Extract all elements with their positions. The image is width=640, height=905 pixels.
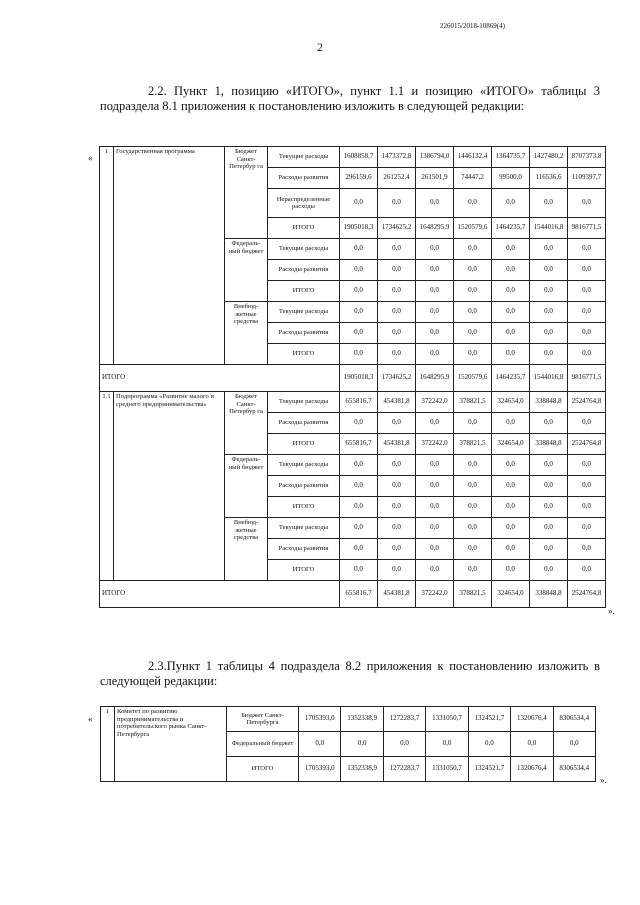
cell: 0,0 <box>378 189 416 218</box>
budget-source: ИТОГО <box>227 757 299 782</box>
expense-type: Текущие расходы <box>268 147 340 168</box>
expense-type: Расходы развития <box>268 260 340 281</box>
budget-source: Внебюд-жетные средства <box>225 518 268 581</box>
table-4 <box>100 706 596 782</box>
cell: 0,0 <box>492 539 530 560</box>
open-quote: « <box>88 153 93 163</box>
cell: 0,0 <box>454 239 492 260</box>
cell: 0,0 <box>568 323 606 344</box>
cell: 0,0 <box>416 518 454 539</box>
expense-type: ИТОГО <box>268 218 340 239</box>
budget-source: Федеральный бюджет <box>227 732 299 757</box>
budget-source: Бюджет Санкт-Петербурга <box>227 707 299 732</box>
budget-source: Бюджет Санкт-Петербур га <box>225 392 268 455</box>
cell: 0,0 <box>416 497 454 518</box>
cell: 372242,0 <box>416 434 454 455</box>
expense-type: Текущие расходы <box>268 392 340 413</box>
cell: 0,0 <box>568 455 606 476</box>
cell: 1648295,9 <box>416 365 454 392</box>
cell: 1520579,6 <box>454 365 492 392</box>
cell: 0,0 <box>530 189 568 218</box>
cell: 0,0 <box>492 260 530 281</box>
cell: 0,0 <box>492 476 530 497</box>
cell: 0,0 <box>378 497 416 518</box>
cell: 74447,2 <box>454 168 492 189</box>
cell: 0,0 <box>340 539 378 560</box>
cell: 0,0 <box>340 323 378 344</box>
expense-type: Расходы развития <box>268 413 340 434</box>
cell: 1734625,2 <box>378 218 416 239</box>
expense-type: ИТОГО <box>268 497 340 518</box>
cell: 0,0 <box>340 518 378 539</box>
cell: 0,0 <box>340 302 378 323</box>
cell: 0,0 <box>530 260 568 281</box>
cell: 0,0 <box>340 189 378 218</box>
cell: 1520579,6 <box>454 218 492 239</box>
cell: 0,0 <box>454 302 492 323</box>
cell: 1364735,7 <box>492 147 530 168</box>
cell: 0,0 <box>530 560 568 581</box>
cell: 454381,8 <box>378 581 416 608</box>
cell: 0,0 <box>340 476 378 497</box>
cell: 1352338,9 <box>341 757 383 782</box>
cell: 0,0 <box>530 281 568 302</box>
cell: 0,0 <box>492 344 530 365</box>
cell: 1705393,0 <box>299 757 341 782</box>
cell: 261252,4 <box>378 168 416 189</box>
cell: 0,0 <box>378 476 416 497</box>
cell: 0,0 <box>341 732 383 757</box>
expense-type: Расходы развития <box>268 168 340 189</box>
cell: 454381,8 <box>378 392 416 413</box>
cell: 0,0 <box>454 260 492 281</box>
cell: 655816,7 <box>340 434 378 455</box>
cell: 0,0 <box>454 560 492 581</box>
cell: 0,0 <box>378 281 416 302</box>
cell: 1464235,7 <box>492 365 530 392</box>
cell: 0,0 <box>492 239 530 260</box>
cell: 0,0 <box>416 239 454 260</box>
cell: 9816771,5 <box>568 218 606 239</box>
cell: 261501,9 <box>416 168 454 189</box>
cell: 0,0 <box>416 476 454 497</box>
expense-type: ИТОГО <box>268 434 340 455</box>
expense-type: Расходы развития <box>268 539 340 560</box>
cell: 454381,8 <box>378 434 416 455</box>
itogo-label: ИТОГО <box>100 581 340 608</box>
cell: 0,0 <box>426 732 468 757</box>
cell: 0,0 <box>568 302 606 323</box>
budget-source: Бюджет Санкт-Петербур га <box>225 147 268 239</box>
cell: 2524764,8 <box>568 434 606 455</box>
cell: 0,0 <box>416 539 454 560</box>
expense-type: Текущие расходы <box>268 302 340 323</box>
cell: 1427480,2 <box>530 147 568 168</box>
cell: 0,0 <box>568 497 606 518</box>
cell: 1705393,0 <box>299 707 341 732</box>
row-number: 1 <box>100 147 114 365</box>
cell: 0,0 <box>340 260 378 281</box>
cell: 1320676,4 <box>511 757 553 782</box>
cell: 1272283,7 <box>383 757 425 782</box>
cell: 0,0 <box>492 518 530 539</box>
close-quote: ». <box>608 606 615 616</box>
cell: 0,0 <box>492 302 530 323</box>
table-row <box>100 392 606 413</box>
expense-type: ИТОГО <box>268 281 340 302</box>
cell: 0,0 <box>568 189 606 218</box>
cell: 1331050,7 <box>426 707 468 732</box>
cell: 0,0 <box>568 239 606 260</box>
open-quote-2: « <box>88 714 93 724</box>
expense-type: Текущие расходы <box>268 239 340 260</box>
cell: 0,0 <box>383 732 425 757</box>
cell: 1109397,7 <box>568 168 606 189</box>
cell: 0,0 <box>340 560 378 581</box>
cell: 1473372,8 <box>378 147 416 168</box>
cell: 0,0 <box>378 344 416 365</box>
cell: 8306534,4 <box>553 757 595 782</box>
cell: 338848,8 <box>530 434 568 455</box>
cell: 0,0 <box>378 413 416 434</box>
cell: 378821,5 <box>454 392 492 413</box>
cell: 1608858,7 <box>340 147 378 168</box>
cell: 1272283,7 <box>383 707 425 732</box>
cell: 1544016,8 <box>530 218 568 239</box>
cell: 2524764,8 <box>568 392 606 413</box>
cell: 0,0 <box>568 281 606 302</box>
cell: 0,0 <box>492 189 530 218</box>
cell: 0,0 <box>468 732 510 757</box>
cell: 0,0 <box>416 302 454 323</box>
expense-type: ИТОГО <box>268 560 340 581</box>
cell: 0,0 <box>340 497 378 518</box>
cell: 0,0 <box>568 344 606 365</box>
cell: 0,0 <box>454 344 492 365</box>
cell: 378821,5 <box>454 434 492 455</box>
cell: 0,0 <box>378 239 416 260</box>
cell: 296159,6 <box>340 168 378 189</box>
table-row <box>101 707 596 732</box>
cell: 0,0 <box>416 281 454 302</box>
cell: 324654,0 <box>492 434 530 455</box>
cell: 0,0 <box>378 539 416 560</box>
cell: 8306534,4 <box>553 707 595 732</box>
cell: 0,0 <box>568 413 606 434</box>
cell: 0,0 <box>454 539 492 560</box>
cell: 0,0 <box>568 560 606 581</box>
cell: 1324521,7 <box>468 757 510 782</box>
expense-type: Нераспределенные расходы <box>268 189 340 218</box>
cell: 0,0 <box>530 239 568 260</box>
cell: 1331050,7 <box>426 757 468 782</box>
cell: 0,0 <box>553 732 595 757</box>
expense-type: ИТОГО <box>268 344 340 365</box>
cell: 655816,7 <box>340 392 378 413</box>
cell: 0,0 <box>492 560 530 581</box>
cell: 0,0 <box>530 497 568 518</box>
cell: 0,0 <box>492 455 530 476</box>
cell: 0,0 <box>530 302 568 323</box>
doc-number: 226015/2018-10869(4) <box>440 22 505 30</box>
cell: 1905018,3 <box>340 365 378 392</box>
row-number: 1 <box>101 707 115 782</box>
cell: 0,0 <box>340 455 378 476</box>
cell: 1352338,9 <box>341 707 383 732</box>
cell: 0,0 <box>568 260 606 281</box>
expense-type: Текущие расходы <box>268 518 340 539</box>
cell: 1464235,7 <box>492 218 530 239</box>
cell: 0,0 <box>492 323 530 344</box>
cell: 1648295,9 <box>416 218 454 239</box>
cell: 372242,0 <box>416 392 454 413</box>
cell: 0,0 <box>454 281 492 302</box>
cell: 378821,5 <box>454 581 492 608</box>
cell: 324654,0 <box>492 392 530 413</box>
cell: 1544016,8 <box>530 365 568 392</box>
cell: 0,0 <box>530 518 568 539</box>
budget-source: Внебюд-жетные средства <box>225 302 268 365</box>
cell: 0,0 <box>378 260 416 281</box>
cell: 0,0 <box>568 476 606 497</box>
cell: 338848,8 <box>530 392 568 413</box>
cell: 0,0 <box>530 539 568 560</box>
cell: 9816771,5 <box>568 365 606 392</box>
cell: 2524764,8 <box>568 581 606 608</box>
cell: 0,0 <box>492 281 530 302</box>
cell: 0,0 <box>530 476 568 497</box>
cell: 0,0 <box>530 455 568 476</box>
expense-type: Расходы развития <box>268 476 340 497</box>
table-row <box>100 365 606 392</box>
cell: 0,0 <box>454 413 492 434</box>
cell: 1905018,3 <box>340 218 378 239</box>
section1-paragraph: 2.2. Пункт 1, позицию «ИТОГО», пункт 1.1 и позицию «ИТОГО» таблицы 3 подраздела 8.1 приложения к постановлению изложить в следующей редакции: <box>100 84 600 113</box>
cell: 0,0 <box>454 189 492 218</box>
table-row <box>100 147 606 168</box>
cell: 1320676,4 <box>511 707 553 732</box>
cell: 0,0 <box>378 302 416 323</box>
cell: 99500,0 <box>492 168 530 189</box>
cell: 116536,6 <box>530 168 568 189</box>
table-3 <box>99 146 606 608</box>
cell: 0,0 <box>454 518 492 539</box>
cell: 0,0 <box>416 413 454 434</box>
cell: 0,0 <box>416 323 454 344</box>
expense-type: Расходы развития <box>268 323 340 344</box>
close-quote-2: ». <box>600 775 607 785</box>
row-name: Подпрограмма «Развитие малого и среднего предпринимательства» <box>114 392 225 581</box>
cell: 338848,8 <box>530 581 568 608</box>
cell: 0,0 <box>454 497 492 518</box>
cell: 1734625,2 <box>378 365 416 392</box>
cell: 0,0 <box>511 732 553 757</box>
cell: 0,0 <box>416 560 454 581</box>
cell: 0,0 <box>530 344 568 365</box>
cell: 0,0 <box>378 455 416 476</box>
cell: 0,0 <box>492 413 530 434</box>
cell: 0,0 <box>416 344 454 365</box>
cell: 655816,7 <box>340 581 378 608</box>
cell: 0,0 <box>299 732 341 757</box>
cell: 0,0 <box>378 518 416 539</box>
cell: 0,0 <box>416 455 454 476</box>
cell: 324654,0 <box>492 581 530 608</box>
section2-paragraph: 2.3.Пункт 1 таблицы 4 подраздела 8.2 приложения к постановлению изложить в следующей редакции: <box>100 659 600 688</box>
cell: 0,0 <box>530 413 568 434</box>
itogo-label: ИТОГО <box>100 365 340 392</box>
table-row <box>100 581 606 608</box>
cell: 0,0 <box>340 413 378 434</box>
cell: 0,0 <box>568 539 606 560</box>
cell: 0,0 <box>378 323 416 344</box>
expense-type: Текущие расходы <box>268 455 340 476</box>
cell: 0,0 <box>340 239 378 260</box>
cell: 0,0 <box>416 260 454 281</box>
cell: 0,0 <box>530 323 568 344</box>
cell: 0,0 <box>454 476 492 497</box>
budget-source: Федераль-ный бюджет <box>225 239 268 302</box>
cell: 1386794,0 <box>416 147 454 168</box>
cell: 0,0 <box>340 281 378 302</box>
cell: 0,0 <box>492 497 530 518</box>
cell: 372242,0 <box>416 581 454 608</box>
row-name: Государственная программа <box>114 147 225 365</box>
cell: 0,0 <box>568 518 606 539</box>
cell: 1324521,7 <box>468 707 510 732</box>
cell: 0,0 <box>454 323 492 344</box>
cell: 0,0 <box>454 455 492 476</box>
page-number: 2 <box>317 40 323 54</box>
row-name: Комитет по развитию предпринимательства и потребительского рынка Санкт-Петербурга <box>115 707 227 782</box>
cell: 0,0 <box>378 560 416 581</box>
cell: 8707373,8 <box>568 147 606 168</box>
cell: 0,0 <box>416 189 454 218</box>
cell: 0,0 <box>340 344 378 365</box>
budget-source: Федераль-ный бюджет <box>225 455 268 518</box>
row-number: 1.1 <box>100 392 114 581</box>
cell: 1446132,4 <box>454 147 492 168</box>
